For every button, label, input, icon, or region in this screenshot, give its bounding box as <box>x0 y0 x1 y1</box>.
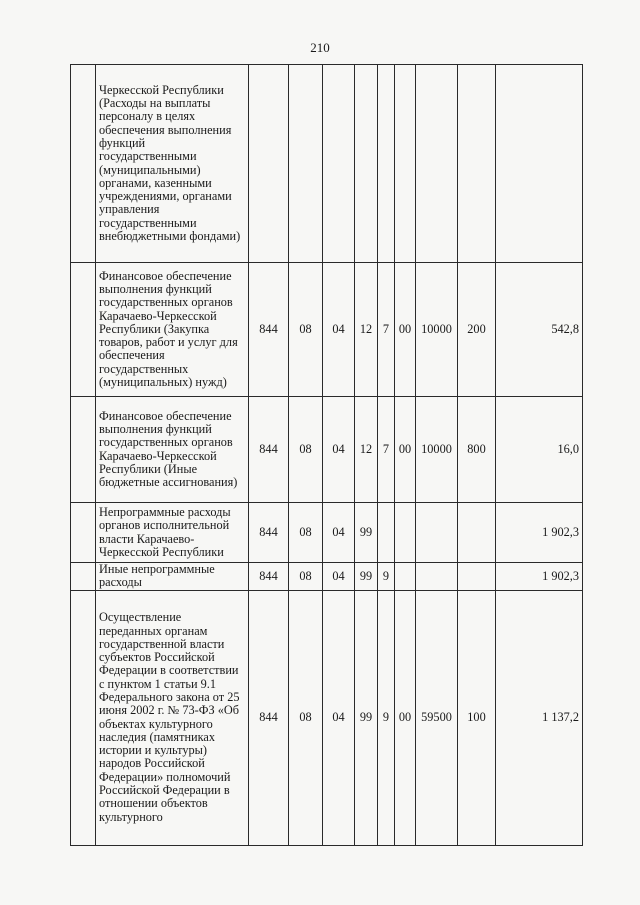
table-row <box>71 263 583 397</box>
amount-cell <box>496 65 583 263</box>
program-code-cell <box>355 65 378 263</box>
program-code-cell: 99 <box>355 563 378 591</box>
expense-type-cell: 800 <box>458 397 496 503</box>
expense-type-cell <box>458 563 496 591</box>
expense-name-cell: Финансовое обеспечение выполнения функций государственных органов Карачаево-Черкесской Республики (Закупка товаров, работ и услуг для обеспечения государственных (муниципальных) нужд) <box>96 263 249 397</box>
section-code-cell: 08 <box>289 503 323 563</box>
row-index-cell <box>71 65 96 263</box>
direction-code-cell <box>416 65 458 263</box>
subsection-code-cell: 04 <box>323 263 355 397</box>
row-index-cell <box>71 563 96 591</box>
direction-code-cell: 10000 <box>416 397 458 503</box>
subprogram-code-cell <box>378 65 395 263</box>
amount-cell: 16,0 <box>496 397 583 503</box>
program-code-cell: 12 <box>355 263 378 397</box>
table-row <box>71 563 583 591</box>
ministry-code-cell <box>249 65 289 263</box>
subprogram-code-cell: 7 <box>378 397 395 503</box>
table-row <box>71 503 583 563</box>
section-code-cell: 08 <box>289 397 323 503</box>
expense-name-cell: Иные непрограммные расходы <box>96 563 249 591</box>
ministry-code-cell: 844 <box>249 263 289 397</box>
row-index-cell <box>71 590 96 845</box>
page-number: 210 <box>310 40 330 55</box>
expense-type-cell <box>458 65 496 263</box>
main-event-code-cell <box>395 503 416 563</box>
subprogram-code-cell <box>378 503 395 563</box>
row-index-cell <box>71 503 96 563</box>
section-code-cell: 08 <box>289 590 323 845</box>
expense-type-cell <box>458 503 496 563</box>
main-event-code-cell: 00 <box>395 590 416 845</box>
program-code-cell: 99 <box>355 590 378 845</box>
subprogram-code-cell: 7 <box>378 263 395 397</box>
table-row <box>71 397 583 503</box>
row-index-cell <box>71 263 96 397</box>
table-row <box>71 65 583 263</box>
amount-cell: 542,8 <box>496 263 583 397</box>
subsection-code-cell: 04 <box>323 590 355 845</box>
subsection-code-cell: 04 <box>323 503 355 563</box>
expense-name-cell: Черкесской Республики (Расходы на выплаты персоналу в целях обеспечения выполнения функций государственными (муниципальными) органами, казенными учреждениями, органами управления государственными внебюджетными фондами) <box>96 65 249 263</box>
main-event-code-cell <box>395 563 416 591</box>
amount-cell: 1 137,2 <box>496 590 583 845</box>
direction-code-cell: 59500 <box>416 590 458 845</box>
section-code-cell: 08 <box>289 563 323 591</box>
subsection-code-cell <box>323 65 355 263</box>
expense-name-cell: Финансовое обеспечение выполнения функций государственных органов Карачаево-Черкесской Республики (Иные бюджетные ассигнования) <box>96 397 249 503</box>
direction-code-cell <box>416 563 458 591</box>
subsection-code-cell: 04 <box>323 563 355 591</box>
amount-cell: 1 902,3 <box>496 503 583 563</box>
program-code-cell: 99 <box>355 503 378 563</box>
budget-table <box>70 64 583 846</box>
expense-name-cell: Осуществление переданных органам государственной власти субъектов Российской Федерации в соответствии с пунктом 1 статьи 9.1 Федерального закона от 25 июня 2002 г. № 73-ФЗ «Об объектах культурного наследия (памятниках истории и культуры) народов Российской Федерации» полномочий Российской Федерации в отношении объектов культурного <box>96 590 249 845</box>
section-code-cell: 08 <box>289 263 323 397</box>
section-code-cell <box>289 65 323 263</box>
expense-type-cell: 200 <box>458 263 496 397</box>
direction-code-cell: 10000 <box>416 263 458 397</box>
row-index-cell <box>71 397 96 503</box>
amount-cell: 1 902,3 <box>496 563 583 591</box>
expense-name-cell: Непрограммные расходы органов исполнительной власти Карачаево-Черкесской Республики <box>96 503 249 563</box>
main-event-code-cell <box>395 65 416 263</box>
ministry-code-cell: 844 <box>249 397 289 503</box>
subprogram-code-cell: 9 <box>378 590 395 845</box>
subprogram-code-cell: 9 <box>378 563 395 591</box>
main-event-code-cell: 00 <box>395 263 416 397</box>
subsection-code-cell: 04 <box>323 397 355 503</box>
main-event-code-cell: 00 <box>395 397 416 503</box>
expense-type-cell: 100 <box>458 590 496 845</box>
ministry-code-cell: 844 <box>249 563 289 591</box>
direction-code-cell <box>416 503 458 563</box>
table-row <box>71 590 583 845</box>
ministry-code-cell: 844 <box>249 590 289 845</box>
ministry-code-cell: 844 <box>249 503 289 563</box>
program-code-cell: 12 <box>355 397 378 503</box>
